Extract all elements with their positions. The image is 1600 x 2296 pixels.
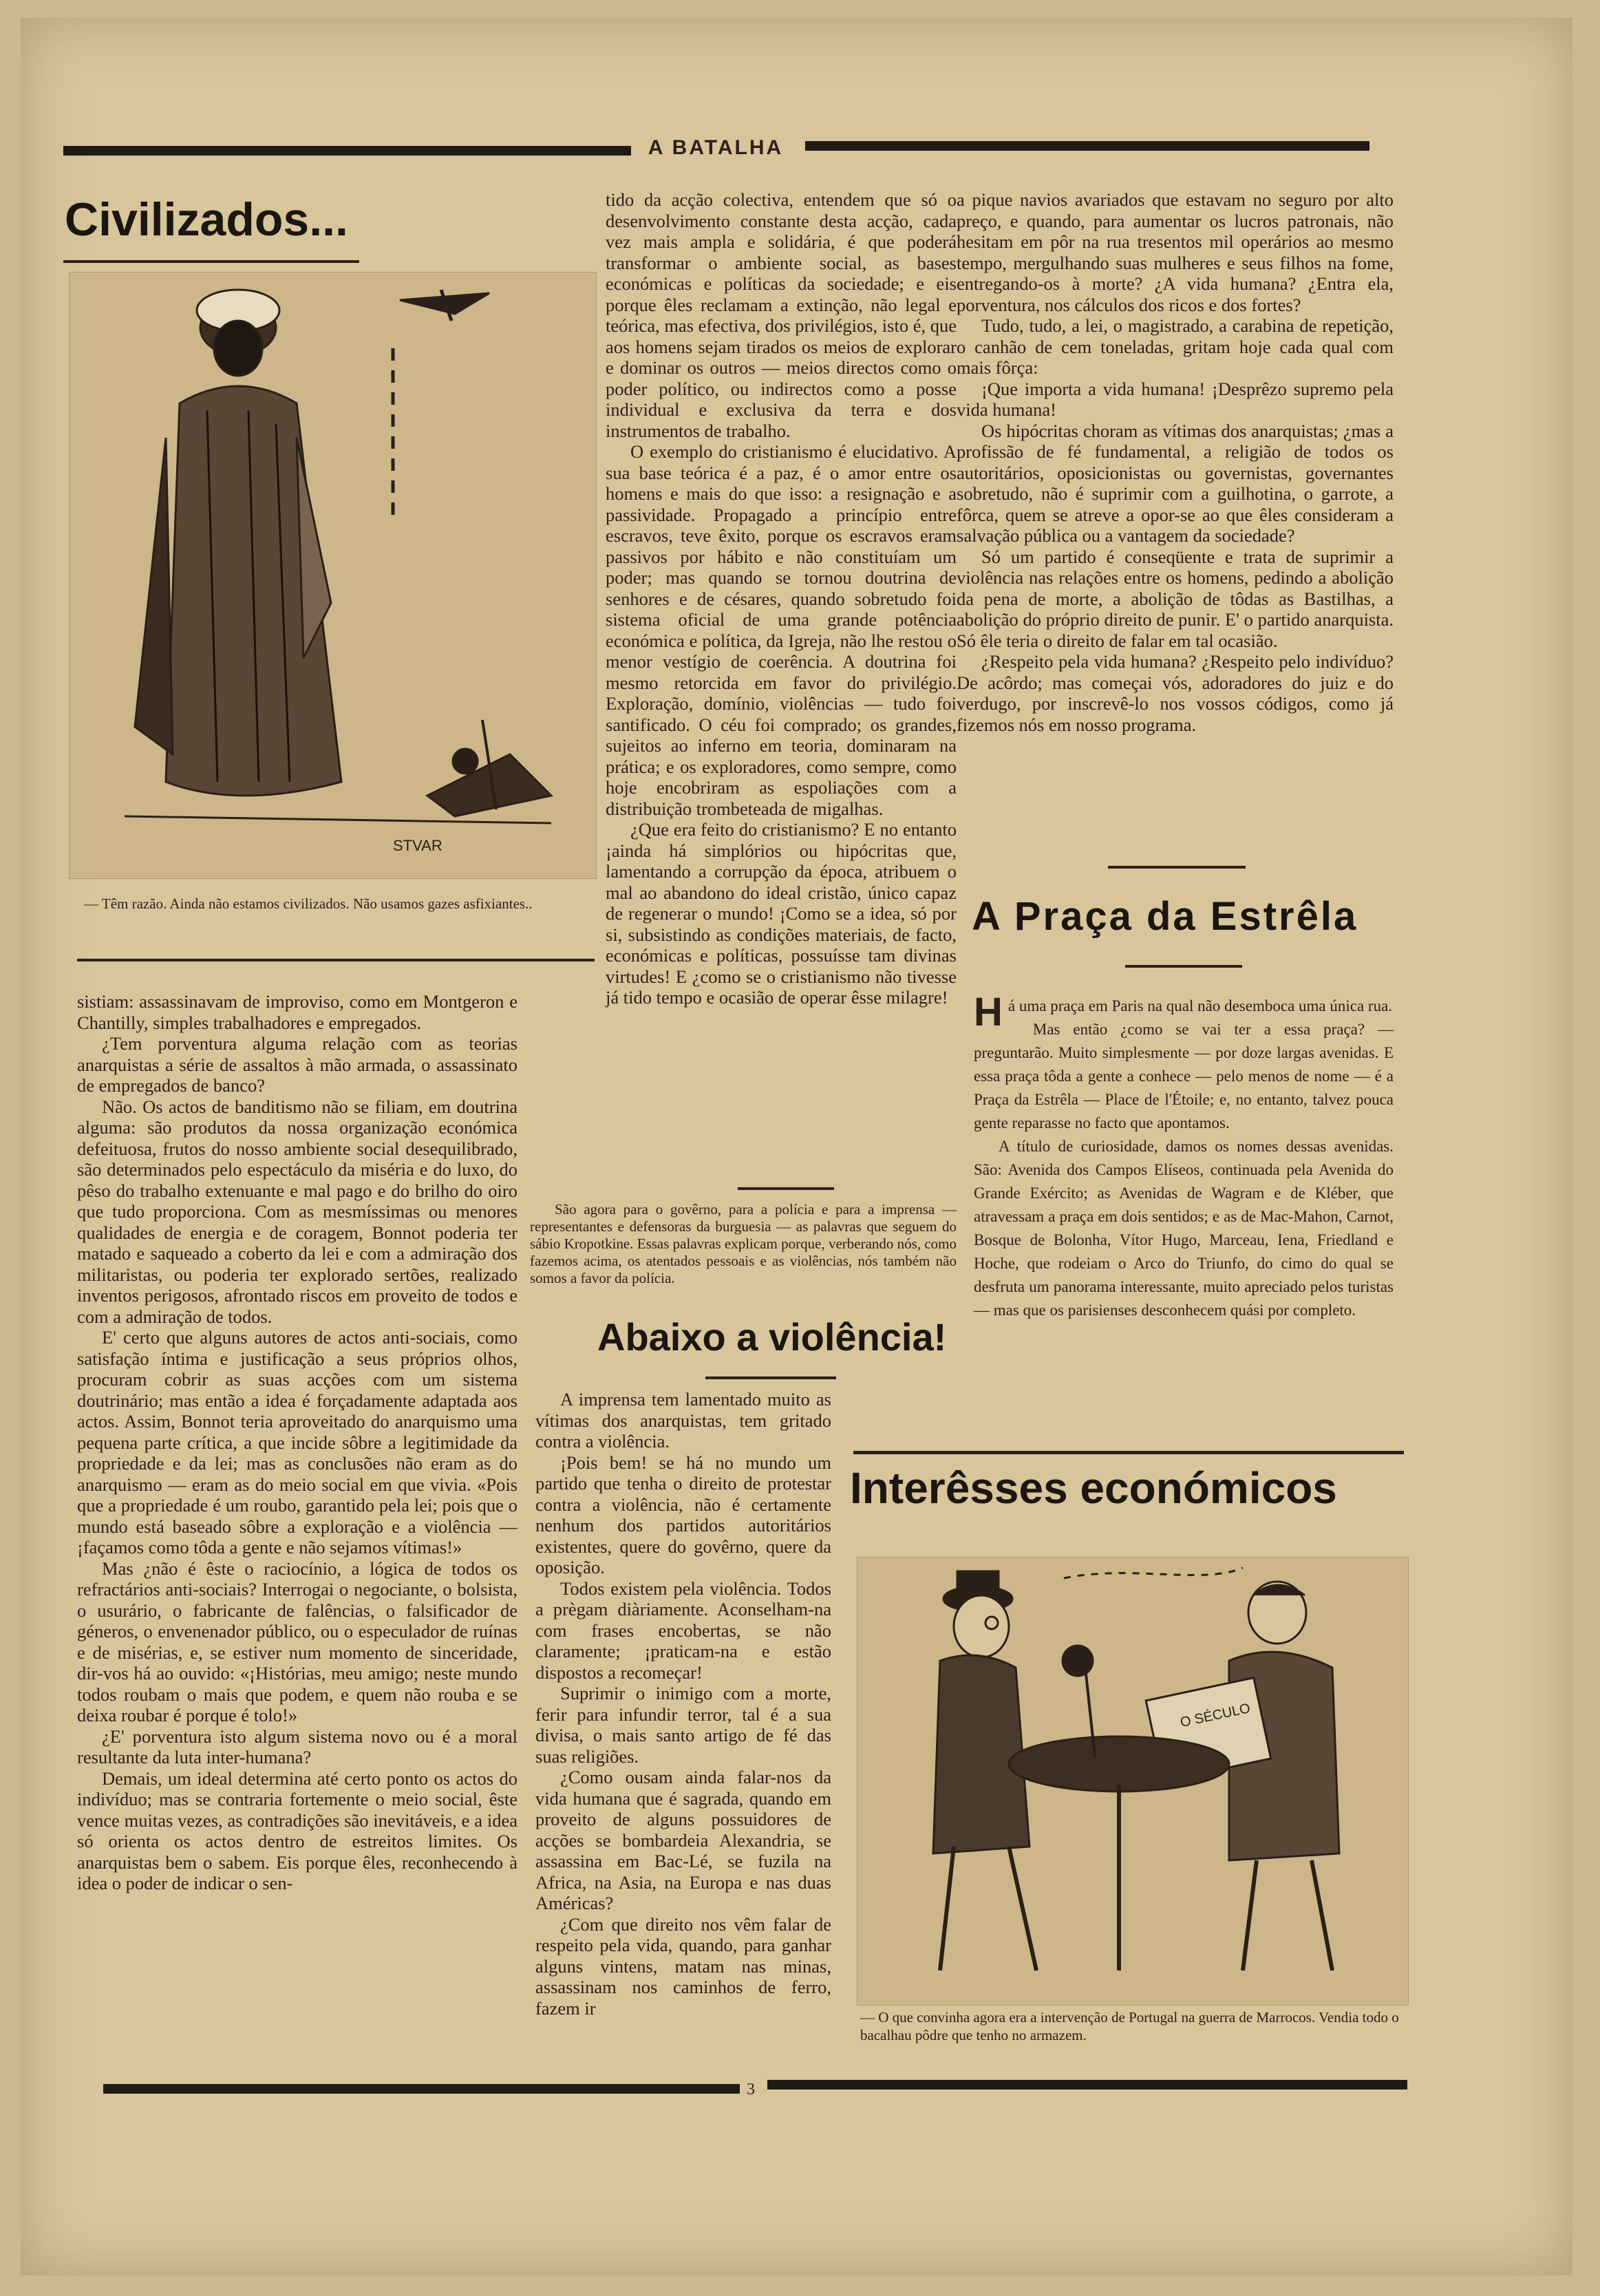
- praca-paragraph-text: á uma praça em Paris na qual não desemboca uma única rua.: [1007, 997, 1393, 1014]
- praca-paragraph: Mas então ¿como se vai ter a essa praça? — preguntarão. Muito simplesmente — por doze largas avenidas. E essa praça tôda a gente a conhece — pelo menos de nome — é a Praça da Estrêla — Place de l'Étoile; e, no entanto, talvez pouca gente reparasse no facto que apontamos.: [974, 1021, 1394, 1131]
- interesses-caption: — O que convinha agora era a intervenção de Portugal na guerra de Marrocos. Vendia todo o bacalhau pôdre que tenho no armazem.: [860, 2009, 1399, 2043]
- abaixo-paragraph: a pique navios avariados que estavam no seguro por alto preço, e quando, para aumentar os lucros patronais, não hesitam em pôr na rua tresentos mil operários ao mesmo tempo, mergulhando suas mulheres e seus filhos na fome, entregando-os à morte? ¿A vida humana? ¿Entra ela, porventura, nos cálculos dos ricos e dos fortes?: [957, 189, 1394, 315]
- footer-rule-left: [103, 2084, 740, 2094]
- abaixo-title: Abaixo a violência!: [597, 1315, 947, 1359]
- civilizados-title: Civilizados...: [65, 193, 348, 246]
- interesses-illustration: [857, 1557, 1409, 2006]
- praca-paragraph: A título de curiosidade, damos os nomes dessas avenidas. São: Avenida dos Campos Elíseos, continuada pela Avenida do Grande Exército; as Avenidas de Wagram e de Kléber, que atravessam a praça em dois sentidos; e as de Mac-Mahon, Carnot, Bosque de Bolonha, Vítor Hugo, Marceau, Iena, Friedland e Hoche, que rodeiam o Arco do Triunfo, do cimo do qual se desfruta um panorama interessante, muito apreciado pelos turistas — mas que os parisienses desconhecem quási por completo.: [974, 1138, 1394, 1319]
- footer-rule-right: [767, 2080, 1407, 2090]
- abaixo-paragraph: Só um partido é conseqüente e trata de suprimir a violência nas relações entre os homens, pedindo a abolição da pena de morte, a abolição de tôdas as Bastilhas, a abolição do próprio direito de punir. E' o partido anarquista. Só êle teria o direito de falar em tal ocasião.: [957, 546, 1394, 651]
- newspaper-label: O SÉCULO: [1179, 1701, 1252, 1731]
- abaixo-paragraph: Suprimir o inimigo com a morte, ferir para infundir terror, tal é a sua divisa, o mais santo artigo de fé das suas religiões.: [535, 1683, 831, 1767]
- abaixo-paragraph: ¡Pois bem! se há no mundo um partido que tenha o direito de protestar contra a violência, não é certamente nenhum dos partidos autoritários existentes, quere do govêrno, quere da oposição.: [535, 1452, 831, 1577]
- robed-figure-drawing: [70, 273, 596, 878]
- civilizados-column-2: [606, 189, 957, 1008]
- masthead-rule-left: [63, 146, 631, 156]
- civilizados-paragraph: ¿Tem porventura alguma relação com as teorias anarquistas a série de assaltos à mão armada, o assassinato de empregados de banco?: [77, 1033, 518, 1096]
- civilizados-paragraph: ¿E' porventura isto algum sistema novo ou é a moral resultante da luta inter-humana?: [77, 1725, 518, 1767]
- abaixo-paragraph: ¡Que importa a vida humana! ¡Desprêzo supremo pela vida humana!: [957, 378, 1394, 420]
- artist-signature: STVAR: [393, 837, 442, 854]
- abaixo-paragraph: Tudo, tudo, a lei, o magistrado, a carabina de repetição, o canhão de cem toneladas, gritam hoje cada qual com mais fôrça:: [957, 315, 1394, 378]
- civilizados-caption: — Têm razão. Ainda não estamos civilizados. Não usamos gazes asfixiantes..: [84, 895, 533, 912]
- civilizados-paragraph: Não. Os actos de banditismo não se filiam, em doutrina alguma: são produtos da nossa organização económica defeituosa, frutos do nosso ambiente social desequilibrado, são determinados pelo espectáculo da miséria e do luxo, do pêso do trabalho extenuante e mal pago e do brilho do oiro que tudo proporciona. Com as mesmíssimas ou menores qualidades de energia e de coragem, Bonnot poderia ter matado e saqueado a coberto da lei e com a admiração dos militaristas, ou poderia ter explorado sertões, realizado inventos perigosos, afrontado riscos em proveito de todos e com a admiração de todos.: [77, 1096, 518, 1327]
- page-number: 3: [747, 2081, 755, 2098]
- civilizados-column-1: [77, 991, 518, 1894]
- kropotkine-note-text: São agora para o govêrno, para a polícia e para a imprensa — representantes e defensoras da burguesia — as palavras que seguem do sábio Kropotkine. Essas palavras explicam porque, verberando nós, como fazemos acima, os atentados pessoais e as violências, nós também não somos a favor da polícia.: [530, 1201, 957, 1286]
- civilizados-bottom-rule: [77, 959, 595, 961]
- abaixo-column: [535, 1389, 831, 2019]
- civilizados-paragraph: E' certo que alguns autores de actos anti-sociais, como satisfação íntima e justificação a seus próprios olhos, procuram cobrir as suas acções com um sistema doutrinário; mas então a idea é forçadamente adaptada aos actos. Assim, Bonnot teria aproveitado do anarquismo uma pequena parte crítica, a que incide sôbre a legitimidade da propriedade e da lei; mas as conclusões não eram as do anarquismo — eram as do meio social em que vivia. «Pois que a propriedade é um roubo, garantido pela lei; pois que o mundo está baseado sôbre a exploração e a violência — ¡façamos como tôda a gente e não sejamos vítimas!»: [77, 1327, 518, 1558]
- abaixo-paragraph: A imprensa tem lamentado muito as vítimas dos anarquistas, tem gritado contra a violência.: [535, 1389, 831, 1452]
- civilizados-paragraph: tido da acção colectiva, entendem que só o desenvolvimento constante desta acção, cada vez mais ampla e solidária, é que poderá transformar o ambiente social, as bases económicas e políticas da sociedade; e eis porque êles reclamam a extinção, não legal e teórica, mas efectiva, dos privilégios, isto é, que aos homens sejam tirados os meios de explorar e dominar os outros — meios directos como o poder político, ou indirectos como a posse individual e exclusiva da terra e dos instrumentos de trabalho.: [606, 189, 957, 441]
- praca-column: [974, 990, 1394, 1322]
- masthead-title: A BATALHA: [648, 136, 784, 159]
- masthead-rule-right: [805, 141, 1369, 151]
- interesses-title: Interêsses económicos: [850, 1463, 1337, 1513]
- civilizados-paragraph: sistiam: assassinavam de improviso, como em Montgeron e Chantilly, simples trabalhadores e empregados.: [77, 991, 518, 1033]
- civilizados-paragraph: ¿Que era feito do cristianismo? E no entanto ¡ainda há simplórios ou hipócritas que, lamentando a corrupção da época, atribuem o mal ao abandono do ideal cristão, único capaz de regenerar o mundo! ¡Como se a idea, só por si, subsistindo as condições materiais, de facto, económicas e políticas, possuísse tam divinas virtudes! E ¿como se o cristianismo não tivesse já tido tempo e ocasião de operar êsse milagre!: [606, 819, 957, 1008]
- abaixo-continuation-column: [957, 189, 1394, 735]
- praca-paragraph: [974, 990, 1394, 1034]
- abaixo-paragraph: ¿Respeito pela vida humana? ¿Respeito pelo indivíduo? De acôrdo; mas começai vós, adoradores do juiz e do verdugo, por inscrevê-lo nos vossos códigos, como já fizemos nós em nosso programa.: [957, 651, 1394, 735]
- abaixo-paragraph: ¿Com que direito nos vêm falar de respeito pela vida, quando, para ganhar alguns vintens, matam nas minas, assassinam nos caminhos de ferro, fazem ir: [535, 1913, 831, 2019]
- interesses-top-rule: [853, 1451, 1404, 1454]
- civilizados-paragraph: O exemplo do cristianismo é elucidativo. A sua base teórica é a paz, é o amor entre os homens e mais do que isso: a resignação e a passividade. Propagado a princípio entre escravos, teve êxito, porque os escravos eram passivos por hábito e não constituíam um poder; mas quando se tornou doutrina de senhores e de césares, quando sobretudo foi sistema oficial de uma grande potência económica e política, da Igreja, não lhe restou o menor vestígio de coerência. A doutrina foi mesmo retorcida em favor do privilégio. Exploração, domínio, violências — tudo foi santificado. O céu foi comprado; os grandes, sujeitos ao inferno em teoria, dominaram na prática; e os exploradores, como sempre, como hoje encobriram as espoliações com a distribuição trombeteada de migalhas.: [606, 441, 957, 819]
- civilizados-title-rule: [63, 260, 359, 263]
- praca-dropcap: H: [974, 990, 1003, 1034]
- two-men-at-table-drawing: [857, 1558, 1408, 2005]
- civilizados-paragraph: Demais, um ideal determina até certo ponto os actos do indivíduo; mas se contraria fortemente o meio social, êste vence muitas vezes, as contradições são inevitáveis, e a idea só orienta os actos dentro de estreitos limites. Os anarquistas bem o sabem. Eis porque êles, reconhecendo à idea o poder de indicar o sen-: [77, 1767, 518, 1893]
- praca-title: A Praça da Estrêla: [972, 894, 1358, 939]
- civilizados-paragraph: Mas ¿não é êste o raciocínio, a lógica de todos os refractários anti-sociais? Interrogai o negociante, o bolsista, o usurário, o fabricante de falências, o falsificador de géneros, o envenenador público, ou o especulador de ruínas e de misérias, e, se estiver num momento de sinceridade, dir-vos há ao ouvido: «¡Histórias, meu amigo; neste mundo todos roubam o mais que podem, e quem não rouba e se deixa roubar é porque é tolo!»: [77, 1558, 518, 1725]
- abaixo-paragraph: ¿Como ousam ainda falar-nos da vida humana que é sagrada, quando em proveito de alguns possuidores de acções se bombardeia Alexandria, se assassina em Bac-Lé, se fuzila na Africa, na Asia, na Europa e nas duas Américas?: [535, 1767, 831, 1913]
- column-2-separator: [738, 1187, 834, 1190]
- abaixo-paragraph: Os hipócritas choram as vítimas dos anarquistas; ¿mas a profissão de fé fundamental, a religião de todos os autoritários, oposicionistas ou governistas, governantes sobretudo, não é suprimir com a guilhotina, o garrote, a fôrca, quem se atreve a opor-se ao que êles consideram a salvação pública ou a vantagem da sociedade?: [957, 420, 1394, 546]
- kropotkine-note: [530, 1201, 957, 1287]
- abaixo-paragraph: Todos existem pela violência. Todos a prègam diàriamente. Aconselham-na com frases encobertas, se não claramente; ¡praticam-na e estão dispostos a recomeçar!: [535, 1577, 831, 1683]
- abaixo-title-rule: [705, 1376, 836, 1379]
- civilizados-illustration: [69, 272, 597, 879]
- column-3-separator: [1108, 866, 1246, 869]
- praca-title-rule: [1125, 965, 1242, 968]
